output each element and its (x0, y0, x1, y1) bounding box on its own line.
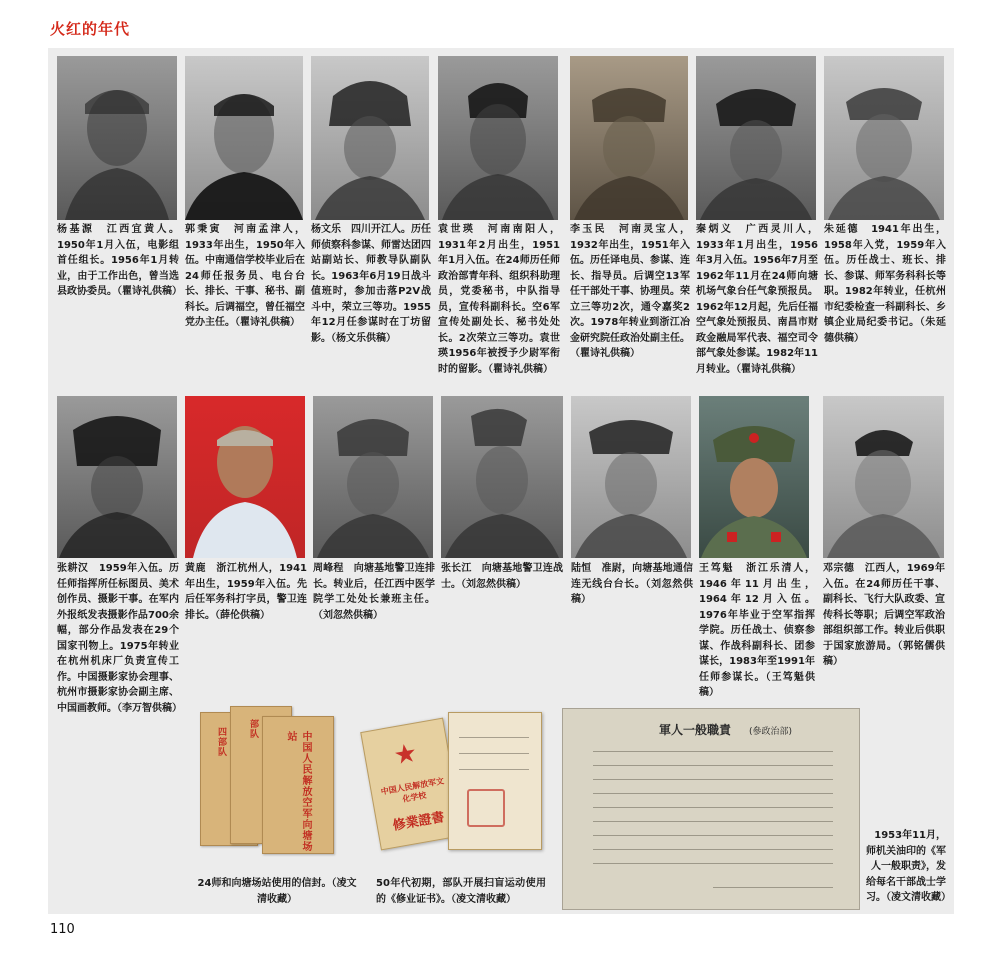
text-line (459, 737, 529, 738)
document-caption: 50年代初期，部队开展扫盲运动使用的《修业证书》。（凌文清收藏） (376, 878, 546, 905)
portrait-photo (699, 396, 809, 558)
portrait-photo (57, 56, 177, 220)
photo-caption: 郭秉寅 河南孟津人，1933年出生，1950年入伍。中南通信学校毕业后在24师任报务员、电台台长、排长、干事、秘书、副科长。后调福空，曾任福空党办主任。（瞿诗礼供稿） (185, 224, 305, 328)
text-line (593, 849, 833, 850)
text-line (593, 863, 833, 864)
page-title: 火红的年代 (50, 20, 131, 38)
photo-caption: 袁世瑛 河南南阳人，1931年2月出生，1951年1月入伍。在24师历任师政治部青年科、组织科助理员，党委秘书，中队指导员，宣传科副科长。空6军宣传处副处长、秘书处处长。2次荣立三等功。袁世瑛1956年被授予少尉军衔时的留影。（瞿诗礼供稿） (438, 224, 560, 375)
photo-caption: 周峰程 向塘基地警卫连排长。转业后，任江西中医学院学工处处长兼班主任。（刘忽然供稿） (313, 563, 435, 621)
photo-caption: 秦炳义 广西灵川人，1933年1月出生，1956年3月入伍。1956年7月至1962年11月在24师向塘机场气象台任气象预报员。1962年12月起，先后任福空气象处预报员、南昌市财政金融局军代表、福空司令部气象处参谋。1982年11月转业。（瞿诗礼供稿） (696, 224, 818, 375)
photo-caption: 张耕汉 1959年入伍。历任师指挥所任标图员、美术创作员、摄影干事。在军内外报纸发表摄影作品700余幅，部分作品发表在29个国家刊物上。1975年转业在杭州机床厂负责宣传工作。中国摄影家协会理事、杭州市摄影家协会副主席、中国画教师。（李万智供稿） (57, 563, 182, 714)
certificate-org: 中国人民解放军文化学校 (380, 776, 445, 804)
portrait-photo (311, 56, 429, 220)
text-line (593, 751, 833, 752)
photo-caption: 邓宗德 江西人，1969年入伍。在24师历任干事、副科长、飞行大队政委、宣传科长等职；后调空军政治部组织部工作。转业后供职于国家旅游局。（郭铭儒供稿） (823, 563, 945, 667)
portrait-photo (570, 56, 688, 220)
photo-caption: 陆恒 准尉，向塘基地通信连无线台台长。（刘忽然供稿） (571, 563, 693, 605)
photo-caption: 张长江 向塘基地警卫连战士。（刘忽然供稿） (441, 563, 563, 590)
mimeograph-document-image (562, 708, 860, 910)
portrait-photo (438, 56, 558, 220)
certificate-title: 修業證書 (391, 810, 446, 834)
document-subheading: (參政治部) (749, 727, 793, 737)
star-emblem-icon: ★ (391, 737, 420, 772)
text-line (593, 807, 833, 808)
text-line (593, 779, 833, 780)
envelope-stamp: 四部队 (216, 727, 226, 757)
photo-caption: 杨基源 江西宜黄人。1950年1月入伍，电影组首任组长。1956年1月转业，由于工作出色，曾当选县政协委员。（瞿诗礼供稿） (57, 224, 182, 297)
text-line (593, 793, 833, 794)
portrait-photo (824, 56, 944, 220)
certificate-open-image (448, 712, 542, 850)
text-line (459, 753, 529, 754)
envelope-stamp: 中国人民解放空军向塘场站 (285, 731, 311, 852)
document-heading: 軍人一般職責 (659, 723, 732, 737)
document-caption: 1953年11月，师机关油印的《军人一般职责》，发给每名干部战士学习。（凌文清收藏） (866, 830, 951, 903)
page-number: 110 (50, 922, 75, 937)
photo-caption: 朱延德 1941年出生，1958年入党，1959年入伍。历任战士、班长、排长、参谋、师军务科科长等职。1982年转业，任杭州市纪委检查一科副科长、乡镇企业局纪委书记。（朱延德供稿） (824, 224, 946, 344)
seal-stamp-icon (467, 789, 505, 827)
portrait-photo (313, 396, 433, 558)
text-line (713, 887, 833, 888)
portrait-photo (696, 56, 816, 220)
envelope-stamp: 部队 (248, 719, 258, 739)
portrait-photo (571, 396, 691, 558)
envelope-image (262, 716, 334, 854)
text-line (593, 765, 833, 766)
photo-caption: 杨文乐 四川开江人。历任师侦察科参谋、师雷达团四站副站长、师教导队副队长。1963年6月19日战斗值班时，参加击落P2V战斗中，荣立三等功。1955年12月任参谋时在丁坊留影。（杨文乐供稿） (311, 224, 431, 344)
portrait-photo (823, 396, 944, 558)
text-line (593, 821, 833, 822)
portrait-photo (441, 396, 563, 558)
photo-caption: 李玉民 河南灵宝人，1932年出生，1951年入伍。历任译电员、参谋、连长、指导员。后调空13军任干部处干事、协理员。荣立三等功2次，通令嘉奖2次。1978年转业到浙江冶金研究院任政治处副主任。（瞿诗礼供稿） (570, 224, 690, 359)
document-caption: 24师和向塘场站使用的信封。（凌文清收藏） (197, 878, 357, 905)
photo-caption: 王笃魁 浙江乐清人，1946年11月出生，1964年12月入伍。1976年毕业于空军指挥学院。历任战士、侦察参谋、作战科副科长、团参谋长，1983年至1991年任师参谋长。（王笃魁供稿） (699, 563, 815, 698)
text-line (593, 835, 833, 836)
text-line (459, 769, 529, 770)
portrait-photo (57, 396, 177, 558)
portrait-photo (185, 396, 305, 558)
portrait-photo (185, 56, 303, 220)
photo-caption: 黄鹿 浙江杭州人，1941年出生，1959年入伍。先后任军务科打字员，警卫连排长。（薛伦供稿） (185, 563, 307, 621)
